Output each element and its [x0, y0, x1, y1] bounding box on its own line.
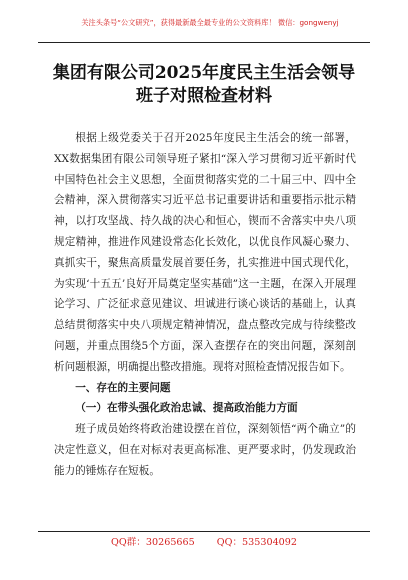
footer-contact [40, 537, 368, 549]
intro-paragraph: 根据上级党委关于召开2025年度民主生活会的统一部署，XX数据集团有限公司领导班子紧扣“深入学习贯彻习近平新时代中国特色社会主义思想，全面贯彻落实党的二十届三中、四中全会精神，深入贯彻落实习近平总书记重要讲话和重要指示批示精神，以打攻坚战、持久战的决心和恒心，锲而不舍落实中央八项规定精神，推进作风建设常态化长效化，以优良作风凝心聚力、真抓实干，聚焦高质量发展首要任务，扎实推进中国式现代化，为实现‘十五五’良好开局奠定坚实基础”这一主题，在深入开展理论学习、广泛征求意见建议、坦诚进行谈心谈话的基础上，认真总结贯彻落实中央八项规定精神情况，盘点整改完成与待续整改问题，并重点围绕5个方面，深入查摆存在的突出问题，深刻剖析问题根源，明确提出整改措施。现将对照检查情况报告如下。 [54, 132, 356, 373]
footer-qq: QQ：535304092 [216, 537, 297, 548]
subsection-paragraph: 班子成员始终将政治建设摆在首位，深刻领悟“两个确立”的决定性意义，但在对标对表更高标准、更严要求时，仍发现政治能力的锤炼存在短板。 [54, 423, 356, 477]
document-body [54, 128, 356, 482]
header-divider [38, 42, 370, 43]
document-title [30, 62, 378, 108]
footer-qq-group: QQ群：30265665 [110, 537, 195, 548]
subsection-heading: （一）在带头强化政治忠诚、提高政治能力方面 [75, 402, 298, 415]
title-line-1: 集团有限公司2025年度民主生活会领导 [52, 63, 356, 83]
footer-divider [38, 531, 370, 532]
section-heading: 一、存在的主要问题 [75, 381, 171, 394]
header-banner: 关注头条号“公文研究”，获得最新最全最专业的公文资料库！ 微信：gongwenyj [81, 18, 339, 27]
title-line-2: 班子对照检查材料 [136, 86, 272, 106]
